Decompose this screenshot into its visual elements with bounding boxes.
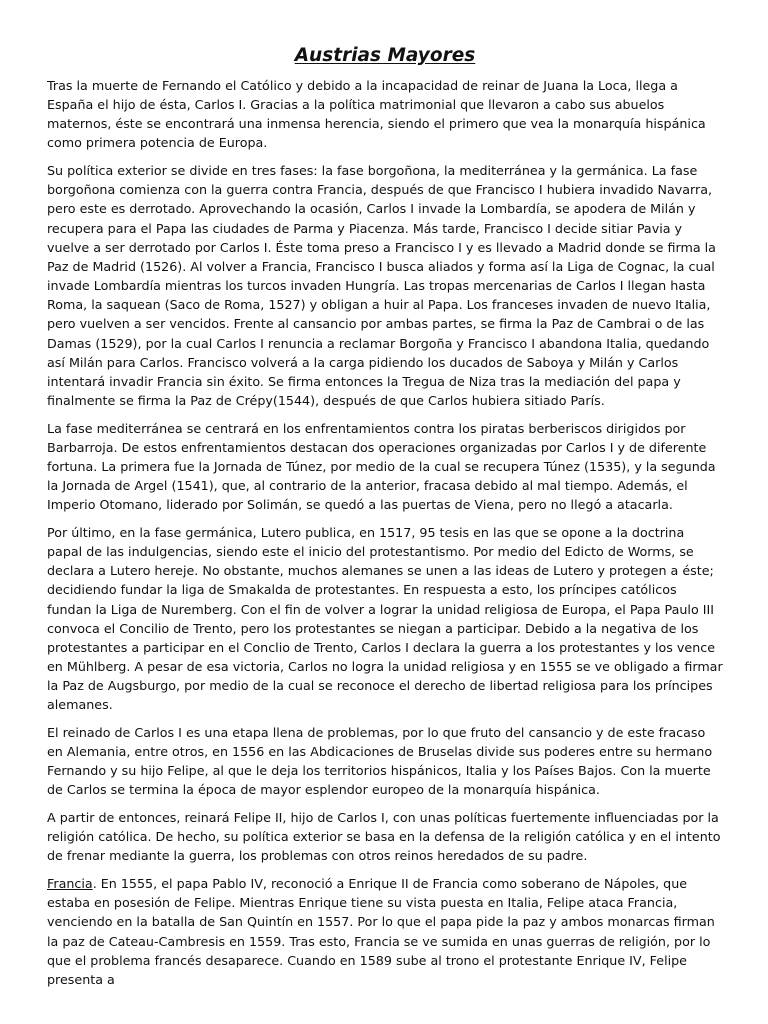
paragraph-abdication: El reinado de Carlos I es una etapa llena de problemas, por lo que fruto del cansancio y de este fracaso en Alemania, entre otros, en 1556 en las Abdicaciones de Bruselas divide sus poderes entre su hermano Fernando y su hijo Felipe, al que le deja los territorios hispánicos, Italia y los Países Bajos. Con la muerte de Carlos se termina la época de mayor esplendor europeo de la monarquía hispánica. (47, 725, 713, 798)
paragraph-germanic-phase: Por último, en la fase germánica, Lutero publica, en 1517, 95 tesis en las que se opone a la doctrina papal de las indulgencias, siendo este el inicio del protestantismo. Por medio del Edicto de Worms, se declara a Lutero hereje. No obstante, muchos alemanes se unen a las ideas de Lutero y protegen a éste; decidiendo fundar la liga de Smakalda de protestantes. En respuesta a esto, los príncipes católicos fundan la Liga de Nuremberg. Con el fin de volver a lograr la unidad religiosa de Europa, el Papa Paulo III convoca el Concilio de Trento, pero los protestantes se niegan a participar. Debido a la negativa de los protestantes a participar en el Conclio de Trento, Carlos I declara la guerra a los protestantes y los vence en Mühlberg. A pesar de esa victoria, Carlos no logra la unidad religiosa y en 1555 se ve obligado a firmar la Paz de Augsburgo, por medio de la cual se reconoce el derecho de libertad religiosa para los príncipes alemanes. (47, 524, 723, 713)
francia-heading: Francia (47, 876, 93, 892)
paragraph-foreign-policy-burgundy: Su política exterior se divide en tres fases: la fase borgoñona, la mediterránea y la germánica. La fase borgoñona comienza con la guerra contra Francia, después de que Francisco I hubiera invadido Navarra, pero este es derrotado. Aprovechando la ocasión, Carlos I invade la Lombardía, se apodera de Milán y recupera para el Papa las ciudades de Parma y Piacenza. Más tarde, Francisco I decide sitiar Pavia y vuelve a ser derrotado por Carlos I. Éste toma preso a Francisco I y es llevado a Madrid donde se firma la Paz de Madrid (1526). Al volver a Francia, Francisco I busca aliados y forma así la Liga de Cognac, la cual invade Lombardía mientras los turcos invaden Hungría. Las tropas mercenarias de Carlos I llegan hasta Roma, la saquean (Saco de Roma, 1527) y obligan a huir al Papa. Los franceses invaden de nuevo Italia, pero vuelven a ser vencidos. Frente al cansancio por ambas partes, se firma la Paz de Cambrai o de las Damas (1529), por la cual Carlos I renuncia a reclamar Borgoña y Francisco I abandona Italia, quedando así Milán para Carlos. Francisco volverá a la carga pidiendo los ducados de Saboya y Milán y Carlos intentará invadir Francia sin éxito. Se firma entonces la Tregua de Niza tras la mediación del papa y finalmente se firma la Paz de Crépy(1544), después de que Carlos hubiera sitiado París. (47, 163, 716, 408)
paragraph-francia (47, 874, 723, 989)
document-title: Austrias Mayores (294, 45, 476, 66)
paragraph-mediterranean-phase: La fase mediterránea se centrará en los enfrentamientos contra los piratas berberiscos dirigidos por Barbarroja. De estos enfrentamientos destacan dos operaciones organizadas por Carlos I y de diferente fortuna. La primera fue la Jornada de Túnez, por medio de la cual se recupera Túnez (1535), y la segunda la Jornada de Argel (1541), que, al contrario de la anterior, fracasa debido al mal tiempo. Además, el Imperio Otomano, liderado por Solimán, se quedó a las puertas de Viena, pero no llegó a atacarla. (47, 420, 716, 513)
paragraph-succession: Tras la muerte de Fernando el Católico y debido a la incapacidad de reinar de Juana la Loca, llega a España el hijo de ésta, Carlos I. Gracias a la política matrimonial que llevaron a cabo sus abuelos maternos, éste se encontrará una inmensa herencia, siendo el primero que vea la monarquía hispánica como primera potencia de Europa. (47, 78, 706, 151)
paragraph-felipe-ii: A partir de entonces, reinará Felipe II, hijo de Carlos I, con unas políticas fuertemente influenciadas por la religión católica. De hecho, su política exterior se basa en la defensa de la religión católica y en el intento de frenar mediante la guerra, los problemas con otros reinos heredados de su padre. (47, 810, 721, 864)
francia-body: . En 1555, el papa Pablo IV, reconoció a Enrique II de Francia como soberano de Nápoles, que estaba en posesión de Felipe. Mientras Enrique tiene su vista puesta en Italia, Felipe ataca Francia, venciendo en la batalla de San Quintín en 1557. Por lo que el papa pide la paz y ambos monarcas firman la paz de Cateau-Cambresis en 1559. Tras esto, Francia se ve sumida en unas guerras de religión, por lo que el problema francés desaparece. Cuando en 1589 sube al trono el protestante Enrique IV, Felipe presenta a (47, 876, 715, 987)
document-page (47, 40, 723, 1012)
